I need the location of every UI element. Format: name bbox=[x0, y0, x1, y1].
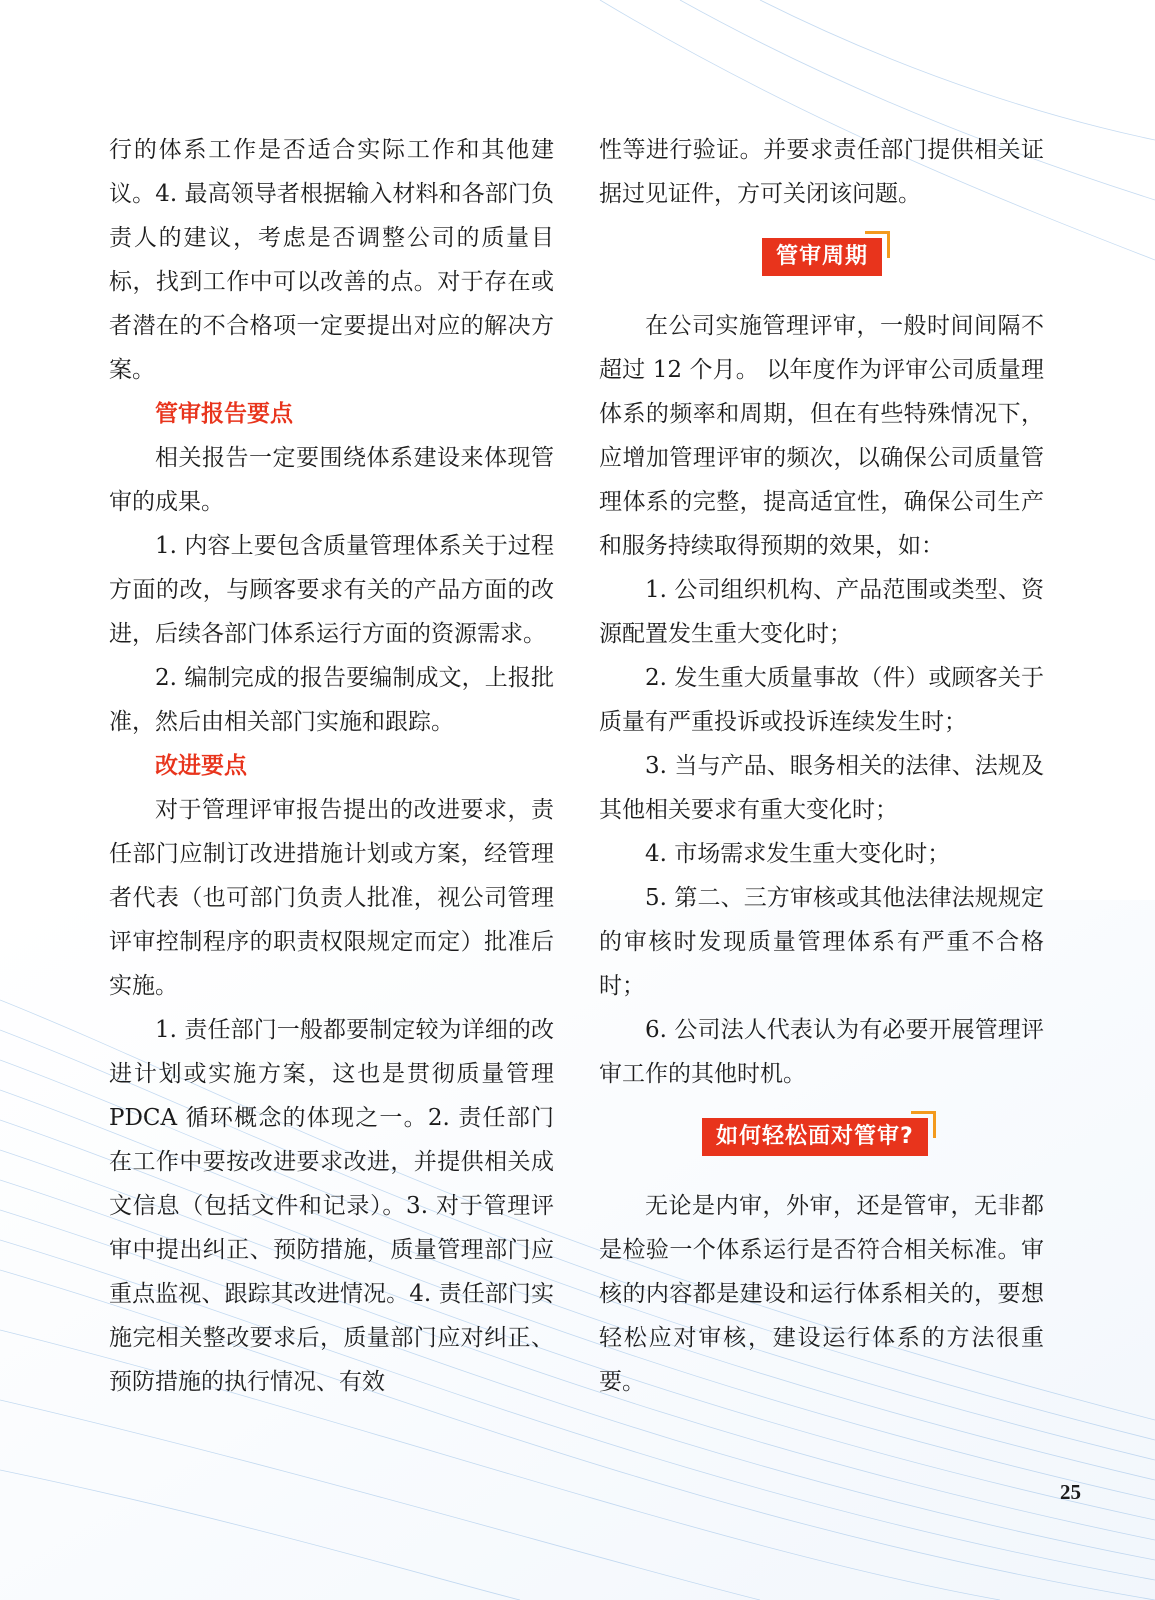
paragraph: 无论是内审，外审，还是管审，无非都是检验一个体系运行是否符合相关标准。审核的内容都是建设和运行体系相关的，要想轻松应对审核，建设运行体系的方法很重要。 bbox=[599, 1193, 1044, 1395]
banner-review-cycle bbox=[599, 216, 1044, 304]
page-number: 25 bbox=[1060, 1480, 1081, 1504]
paragraph: 1. 内容上要包含质量管理体系关于过程方面的改，与顾客要求有关的产品方面的改进，后续各部门体系运行方面的资源需求。 bbox=[109, 533, 554, 647]
list-item: 5. 第二、三方审核或其他法律法规规定的审核时发现质量管理体系有严重不合格时； bbox=[599, 885, 1044, 999]
left-column bbox=[109, 128, 554, 1404]
list-item: 1. 公司组织机构、产品范围或类型、资源配置发生重大变化时； bbox=[599, 577, 1044, 647]
banner-label: 管审周期 bbox=[762, 238, 882, 276]
paragraph: 性等进行验证。并要求责任部门提供相关证据过见证件，方可关闭该问题。 bbox=[599, 137, 1044, 207]
banner-easy-review bbox=[599, 1096, 1044, 1184]
paragraph: 在公司实施管理评审，一般时间间隔不超过 12 个月。 以年度作为评审公司质量理体系的频率和周期，但在有些特殊情况下，应增加管理评审的频次，以确保公司质量管理体系的完整，提高适宜性，确保公司生产和服务持续取得预期的效果，如： bbox=[599, 313, 1044, 559]
paragraph: 相关报告一定要围绕体系建设来体现管审的成果。 bbox=[109, 445, 554, 515]
list-item: 3. 当与产品、眼务相关的法律、法规及其他相关要求有重大变化时； bbox=[599, 753, 1044, 823]
list-item: 4. 市场需求发生重大变化时； bbox=[645, 841, 951, 867]
section-heading-report-points: 管审报告要点 bbox=[155, 401, 293, 427]
paragraph: 1. 责任部门一般都要制定较为详细的改进计划或实施方案，这也是贯彻质量管理 PDCA 循环概念的体现之一。2. 责任部门在工作中要按改进要求改进，并提供相关成文信息（包括文件和记录）。3. 对于管理评审中提出纠正、预防措施，质量管理部门应重点监视、跟踪其改进情况。4. 责任部门实施完相关整改要求后，质量部门应对纠正、预防措施的执行情况、有效 bbox=[109, 1017, 554, 1395]
right-column bbox=[599, 128, 1044, 1404]
list-item: 2. 发生重大质量事故（件）或顾客关于质量有严重投诉或投诉连续发生时； bbox=[599, 665, 1044, 735]
list-item: 6. 公司法人代表认为有必要开展管理评审工作的其他时机。 bbox=[599, 1017, 1044, 1087]
paragraph: 2. 编制完成的报告要编制成文，上报批准，然后由相关部门实施和跟踪。 bbox=[109, 665, 554, 735]
paragraph: 行的体系工作是否适合实际工作和其他建议。4. 最高领导者根据输入材料和各部门负责人的建议，考虑是否调整公司的质量目标，找到工作中可以改善的点。对于存在或者潜在的不合格项一定要提出对应的解决方案。 bbox=[109, 137, 554, 383]
paragraph: 对于管理评审报告提出的改进要求，责任部门应制订改进措施计划或方案，经管理者代表（也可部门负责人批准，视公司管理评审控制程序的职责权限规定而定）批准后实施。 bbox=[109, 797, 554, 999]
banner-label: 如何轻松面对管审? bbox=[702, 1118, 928, 1156]
section-heading-improvement-points: 改进要点 bbox=[155, 753, 247, 779]
